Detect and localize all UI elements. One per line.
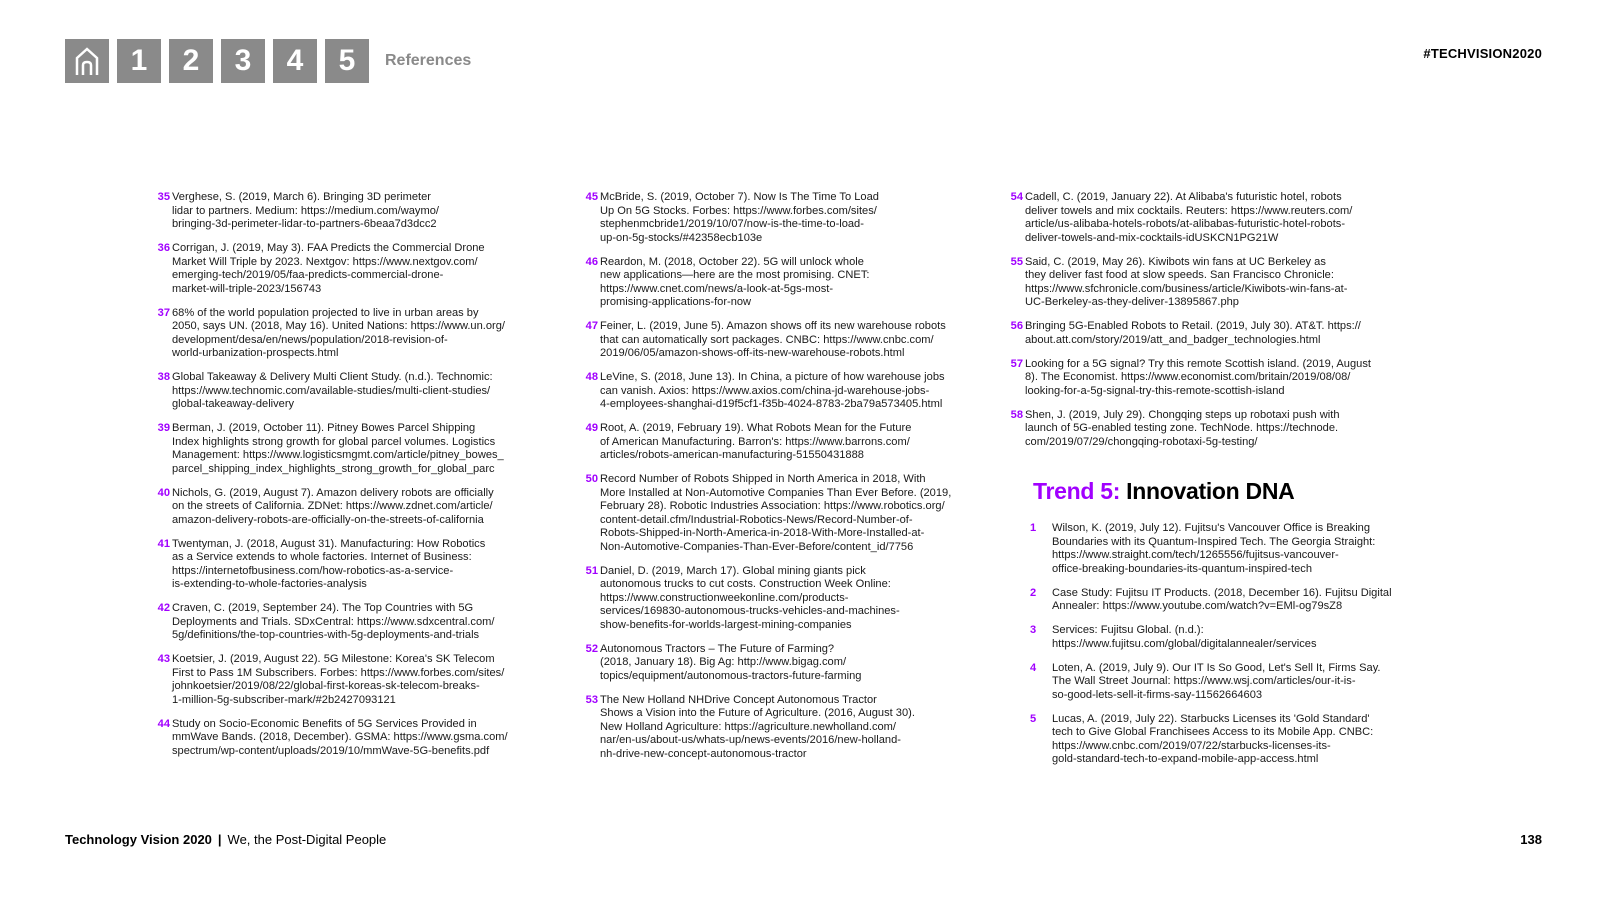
reference-text: Study on Socio-Economic Benefits of 5G Services Provided in mmWave Bands. (2018, December). GSMA: https://www.gsma.com/ spectrum/wp-content/uploads/2019/10/mmWave-5G-benefits.pdf [172,717,508,757]
reference-text: Services: Fujitsu Global. (n.d.): https://www.fujitsu.com/global/digitalannealer/services [1052,624,1317,650]
trend-references [1030,522,1470,777]
footer-separator: | [217,832,222,847]
reference-number: 58 [1010,408,1023,421]
reference-item [1030,624,1470,651]
section-heading [1033,478,1294,505]
reference-text: Case Study: Fujitsu IT Products. (2018, December 16). Fujitsu Digital Annealer: https://www.youtube.com/watch?v=EMl-og79sZ8 [1052,586,1392,612]
reference-text: LeVine, S. (2018, June 13). In China, a picture of how warehouse jobs can vanish. Axios: https://www.axios.com/china-jd-warehouse-jobs- 4-employees-shanghai-d19f5cf1-f35b-4024-8783-2ba79a573405.html [600,371,945,410]
reference-number: 50 [585,473,598,485]
reference-number: 4 [1030,661,1037,674]
reference-number: 53 [585,693,598,706]
reference-text: Wilson, K. (2019, July 12). Fujitsu's Vancouver Office is Breaking Boundaries with its Quantum-Inspired Tech. The Georgia Straight: https://www.straight.com/tech/1265556/fujitsus-vancouver- office-breaking-boundaries-its-quantum-inspired-tech [1052,522,1376,575]
reference-text: The New Holland NHDrive Concept Autonomous Tractor Shows a Vision into the Future of Agriculture. (2016, August 30). New Holland Agriculture: https://agriculture.newholland.com/ nar/en-us/about-us/whats-up/news-events/2016/new-holland- nh-drive-new-concept-autonomous-tractor [600,693,915,760]
reference-text: Reardon, M. (2018, October 22). 5G will unlock whole new applications—here are the most promising. CNET: https://www.cnet.com/news/a-look-at-5gs-most- promising-applications-for-now [600,255,870,308]
reference-text: Koetsier, J. (2019, August 22). 5G Milestone: Korea's SK Telecom First to Pass 1M Subscribers. Forbes: https://www.forbes.com/sites/ johnkoetsier/2019/08/22/global-first-koreas-sk-telecom-breaks- 1-million-5g-subscriber-mark/#2b2427093121 [172,653,505,706]
reference-text: 68% of the world population projected to live in urban areas by 2050, says UN. (2018, May 16). United Nations: https://www.un.org/ development/desa/en/news/population/2018-revision-of- world-urbanization-prospects.html [172,306,505,359]
reference-number: 43 [157,653,170,665]
trend-label: Trend 5: [1033,478,1121,504]
reference-number: 49 [585,422,598,434]
reference-number: 38 [157,371,170,383]
reference-item [150,307,570,361]
reference-item [1003,409,1463,450]
reference-number: 57 [1010,357,1023,370]
reference-number: 46 [585,255,598,268]
reference-item [1030,522,1470,576]
references-column-2 [578,191,1018,772]
reference-item [150,718,570,759]
reference-item [578,565,1018,633]
reference-text: Cadell, C. (2019, January 22). At Alibaba's futuristic hotel, robots deliver towels and mix cocktails. Reuters: https://www.reuters.com/ article/us-alibaba-hotels-robots/at-alibabas-futuristic-hotel-robots- deliver-towels-and-mix-cocktails-idUSKCN1PG21W [1025,191,1353,244]
reference-text: McBride, S. (2019, October 7). Now Is The Time To Load Up On 5G Stocks. Forbes: https://www.forbes.com/sites/ stephenmcbride1/2019/10/07/now-is-the-time-to-load- up-on-5g-stocks/#42358ecb103e [600,191,879,244]
reference-item [578,256,1018,310]
home-icon [74,46,100,76]
reference-text: Root, A. (2019, February 19). What Robots Mean for the Future of American Manufacturing. Barron's: https://www.barrons.com/ articles/robots-american-manufacturing-51550431888 [600,422,912,461]
footer-subtitle: We, the Post-Digital People [227,832,387,847]
reference-number: 39 [157,422,170,434]
reference-item [1030,662,1470,703]
reference-number: 36 [157,242,170,254]
chapter-nav [65,39,471,83]
page-number: 138 [1520,832,1542,847]
reference-text: Loten, A. (2019, July 9). Our IT Is So Good, Let's Sell It, Firms Say. The Wall Street Journal: https://www.wsj.com/articles/our-it-is- so-good-lets-sell-it-firms-say-11562664603 [1052,661,1381,701]
reference-number: 35 [157,191,170,203]
reference-text: Lucas, A. (2019, July 22). Starbucks Licenses its 'Gold Standard' tech to Give Global Franchisees Access to its Mobile App. CNBC: https://www.cnbc.com/2019/07/22/starbucks-licenses-its- gold-standard-tech-to-expand-mobile-app-access.html [1052,712,1374,765]
reference-number: 44 [157,717,170,730]
reference-item [1003,320,1463,347]
reference-text: Bringing 5G-Enabled Robots to Retail. (2019, July 30). AT&T. https:// about.att.com/story/2019/att_and_badger_technologies.html [1025,320,1361,346]
reference-item [1003,256,1463,310]
reference-item [578,694,1018,762]
chapter-3-button[interactable]: 3 [221,39,265,83]
reference-number: 45 [585,191,598,203]
reference-number: 42 [157,602,170,614]
reference-text: Said, C. (2019, May 26). Kiwibots win fans at UC Berkeley as they deliver fast food at slow speeds. San Francisco Chronicle: https://www.sfchronicle.com/business/article/Kiwibots-win-fans-at- UC-Berkeley-as-they-deliver-13895867.php [1025,255,1348,308]
trend-title: Innovation DNA [1126,478,1295,504]
home-button[interactable] [65,39,109,83]
reference-item [150,371,570,412]
reference-number: 40 [157,486,170,499]
reference-text: Autonomous Tractors – The Future of Farming? (2018, January 18). Big Ag: http://www.bigag.com/ topics/equipment/autonomous-tractors-future-farming [600,642,862,682]
reference-item [578,191,1018,245]
reference-number: 5 [1030,712,1037,725]
footer-title: Technology Vision 2020 [65,832,212,847]
reference-item [578,473,1018,554]
reference-item [150,602,570,643]
reference-item [1003,191,1463,245]
reference-item [1030,587,1470,614]
reference-item [150,487,570,528]
reference-text: Twentyman, J. (2018, August 31). Manufacturing: How Robotics as a Service extends to whole factories. Internet of Business: https://internetofbusiness.com/how-robotics-as-a-service- is-extending-to-whole-factories-analysis [172,537,486,590]
chapter-5-button[interactable]: 5 [325,39,369,83]
reference-item [150,653,570,707]
reference-text: Berman, J. (2019, October 11). Pitney Bowes Parcel Shipping Index highlights strong growth for global parcel volumes. Logistics Management: https://www.logisticsmgmt.com/article/pitney_bowes_ parcel_shipping_index_highlights_strong_growth_for_global_parc [172,422,504,475]
references-column-1 [150,191,570,769]
reference-text: Global Takeaway & Delivery Multi Client Study. (n.d.). Technomic: https://www.technomic.com/available-studies/multi-client-studies/ global-takeaway-delivery [172,371,493,410]
reference-item [150,538,570,592]
chapter-4-button[interactable]: 4 [273,39,317,83]
reference-text: Verghese, S. (2019, March 6). Bringing 3D perimeter lidar to partners. Medium: https://medium.com/waymo/ bringing-3d-perimeter-lidar-to-partners-6beaa7d3dcc2 [172,191,439,230]
chapter-1-button[interactable]: 1 [117,39,161,83]
references-column-3 [1003,191,1463,460]
references-link[interactable]: References [385,52,472,69]
reference-item [150,242,570,296]
reference-number: 2 [1030,586,1037,599]
reference-number: 41 [157,537,170,550]
reference-item [578,422,1018,463]
reference-number: 51 [585,564,598,577]
reference-item [578,643,1018,684]
reference-item [578,320,1018,361]
footer [65,832,386,847]
reference-item [150,191,570,232]
chapter-2-button[interactable]: 2 [169,39,213,83]
reference-item [578,371,1018,412]
reference-number: 56 [1010,320,1023,332]
reference-text: Feiner, L. (2019, June 5). Amazon shows off its new warehouse robots that can automatically sort packages. CNBC: https://www.cnbc.com/ 2019/06/05/amazon-shows-off-its-new-warehouse-robots.html [600,320,946,359]
reference-number: 55 [1010,255,1023,268]
reference-number: 47 [585,320,598,332]
reference-number: 1 [1030,522,1037,534]
reference-text: Looking for a 5G signal? Try this remote Scottish island. (2019, August 8). The Economist. https://www.economist.com/britain/2019/08/08/ looking-for-a-5g-signal-try-this-remote-scottish-island [1025,357,1371,397]
reference-item [1030,713,1470,767]
reference-text: Craven, C. (2019, September 24). The Top Countries with 5G Deployments and Trials. SDxCentral: https://www.sdxcentral.com/ 5g/definitions/the-top-countries-with-5g-deployments-and-trials [172,602,495,641]
reference-text: Corrigan, J. (2019, May 3). FAA Predicts the Commercial Drone Market Will Triple by 2023. Nextgov: https://www.nextgov.com/ emerging-tech/2019/05/faa-predicts-commercial-drone- market-will-triple-2023/156743 [172,242,485,295]
reference-number: 48 [585,371,598,383]
reference-item [150,422,570,476]
reference-item [1003,358,1463,399]
reference-text: Record Number of Robots Shipped in North America in 2018, With More Installed at Non-Automotive Companies Than Ever Before. (2019, February 28). Robotic Industries Association: https://www.robotics.org/ content-detail.cfm/Industrial-Robotics-News/Record-Number-of- Robots-Shipped-in-North-America-in-2018-With-More-Installed-at- Non-Automotive-Companies-Than-Ever-Before/content_id/7756 [600,473,952,553]
reference-text: Nichols, G. (2019, August 7). Amazon delivery robots are officially on the streets of California. ZDNet: https://www.zdnet.com/article/ amazon-delivery-robots-are-officially-on-the-streets-of-california [172,486,494,526]
reference-number: 54 [1010,191,1023,203]
reference-text: Shen, J. (2019, July 29). Chongqing steps up robotaxi push with launch of 5G-enabled testing zone. TechNode. https://technode. com/2019/07/29/chongqing-robotaxi-5g-testing/ [1025,408,1340,448]
hashtag: #TECHVISION2020 [1423,46,1542,61]
reference-text: Daniel, D. (2019, March 17). Global mining giants pick autonomous trucks to cut costs. Construction Week Online: https://www.constructionweekonline.com/products- services/169830-autonomous-trucks-vehicles-and-machines- show-benefits-for-worlds-largest-mining-companies [600,564,900,631]
reference-number: 52 [585,642,598,655]
reference-number: 37 [157,306,170,319]
reference-number: 3 [1030,624,1037,636]
